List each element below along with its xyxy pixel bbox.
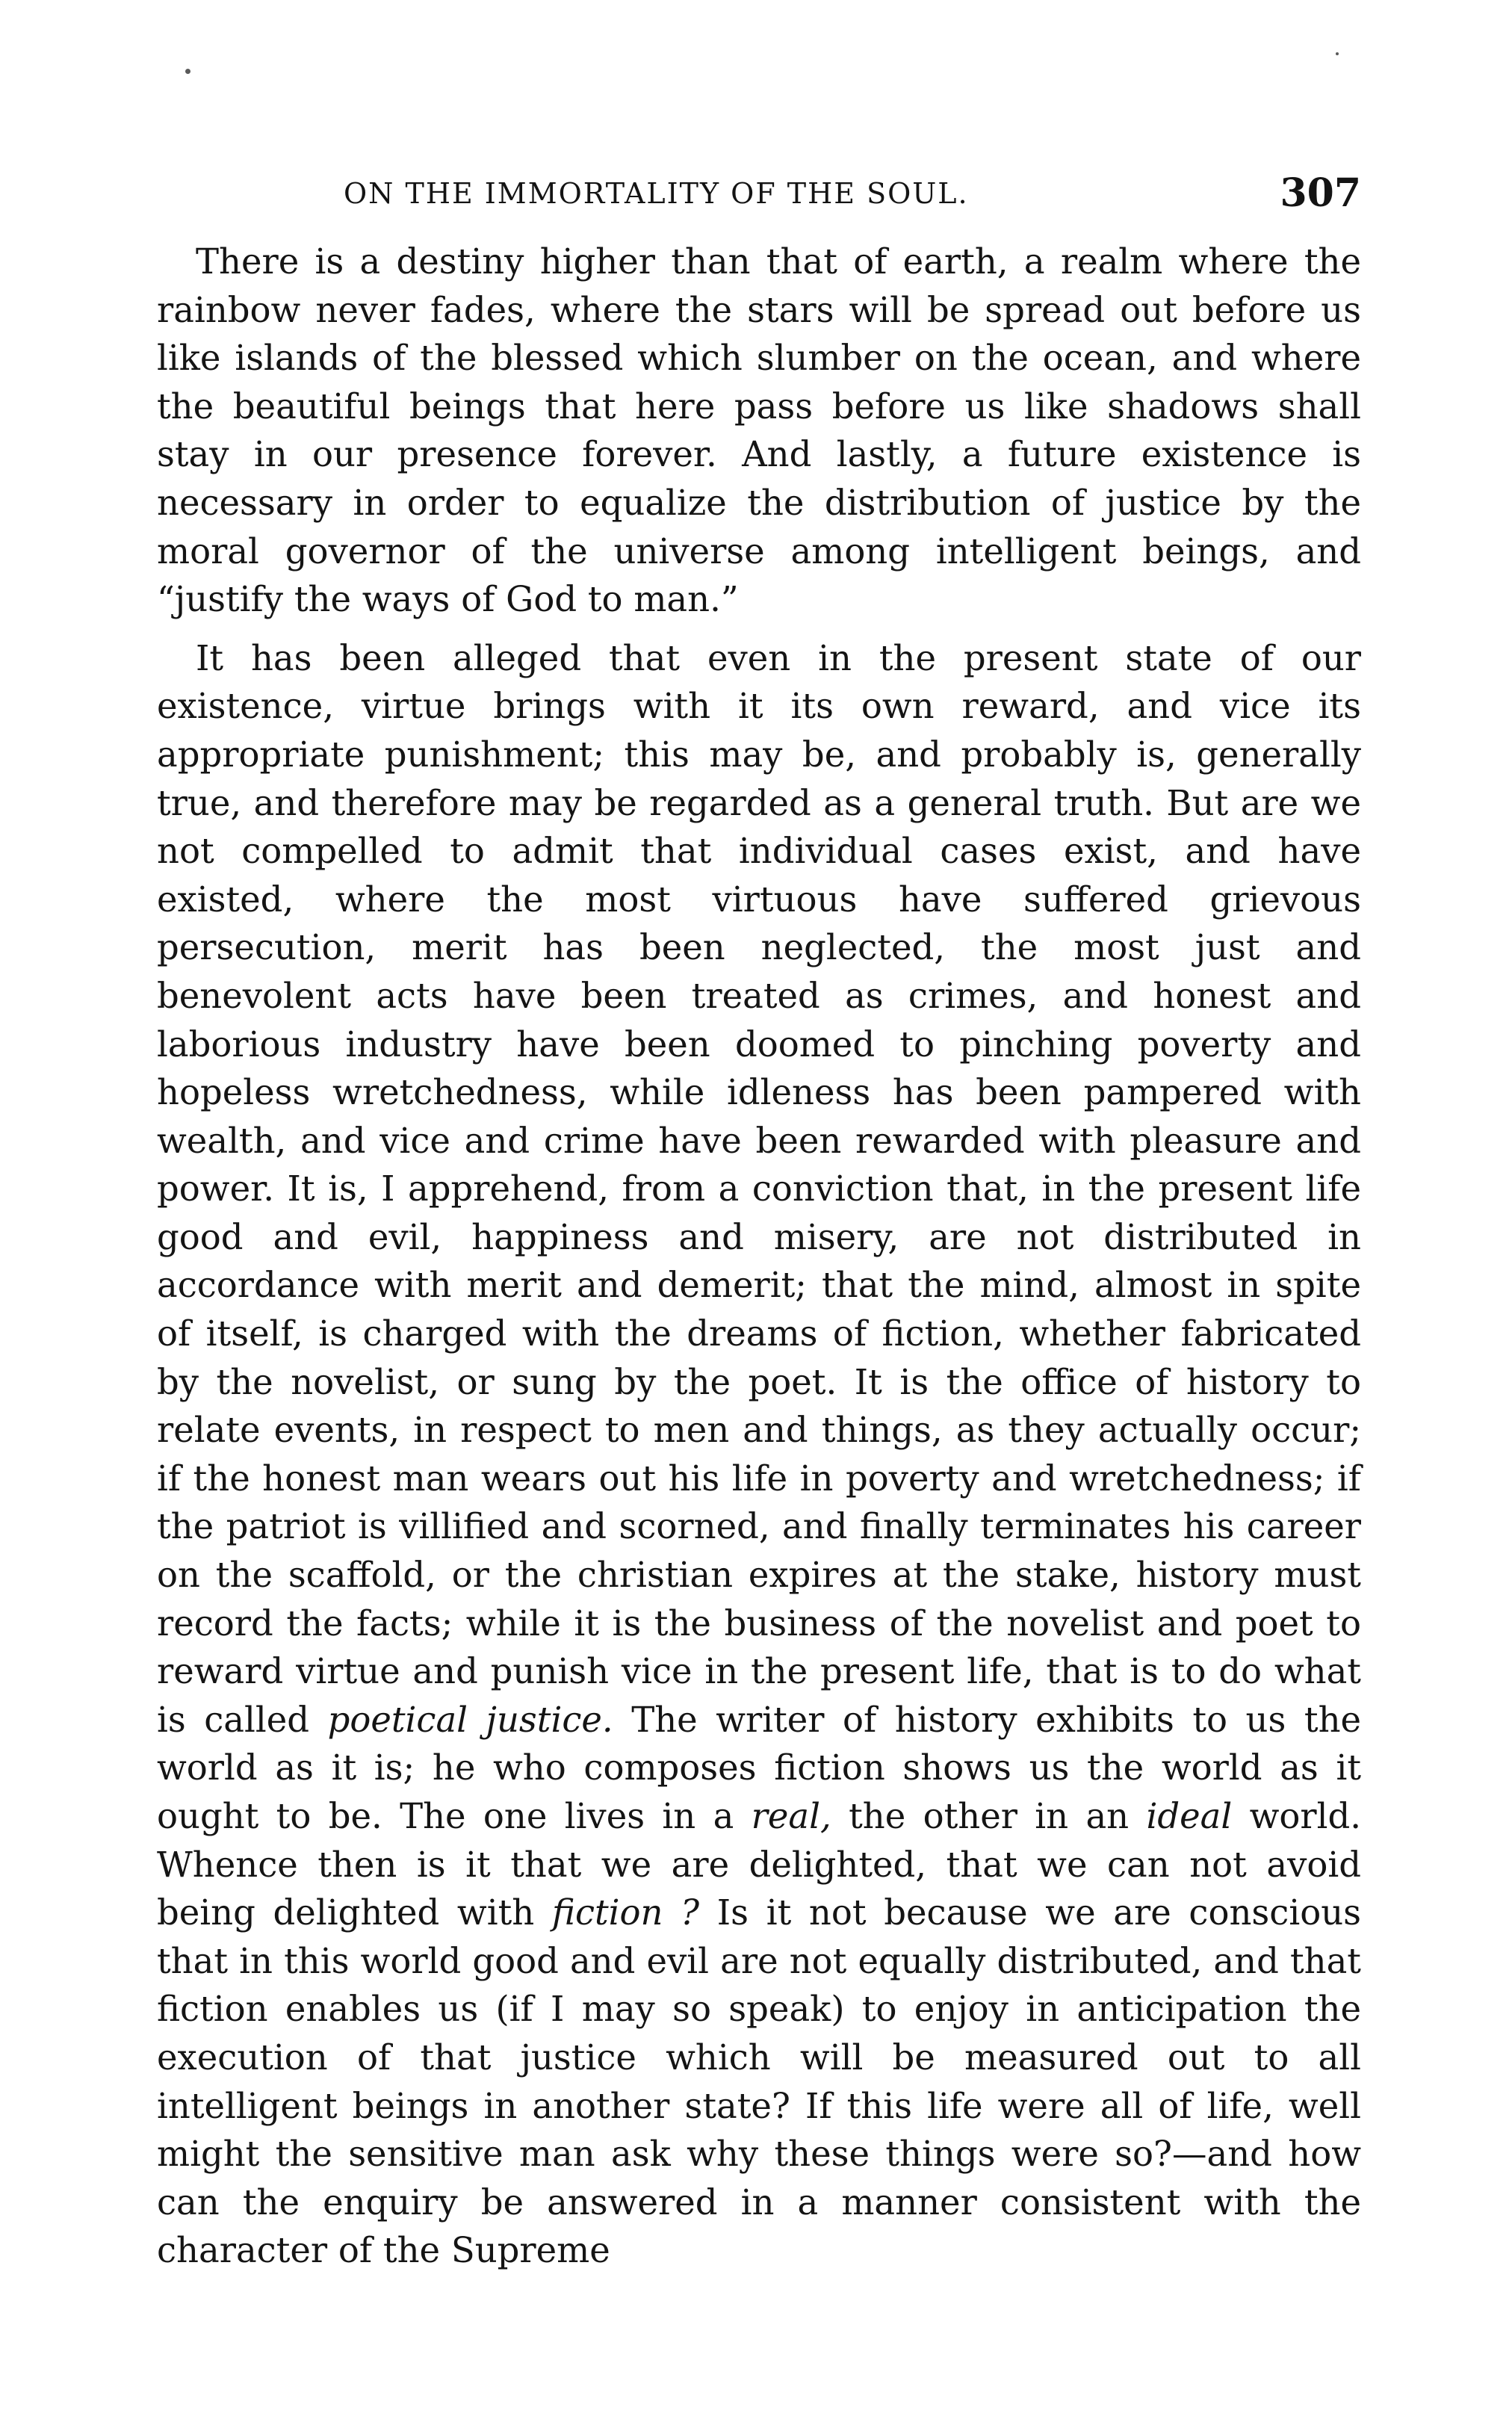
running-head: ON THE IMMORTALITY OF THE SOUL. <box>344 177 969 210</box>
italic-word: fiction ? <box>551 1892 700 1933</box>
paragraph-1-text: There is a destiny higher than that of earth, a realm where the rainbow never fades, where the stars will be spread out before us like islands of the blessed which slumber on the ocean, and where the beautiful beings that here pass before us like shadows shall stay in our presence forever. And lastly, a future existence is necessary in order to equalize the distribution of justice by the moral governor of the universe among intelligent beings, and “justify the ways of God to man.” <box>157 241 1361 620</box>
paragraph-2-text: the other in an <box>849 1796 1130 1836</box>
paragraph-2 <box>157 634 1361 2275</box>
book-page <box>157 0 1361 2422</box>
italic-word: real, <box>751 1796 831 1836</box>
page-number: 307 <box>1280 170 1361 216</box>
print-speck <box>1336 52 1339 55</box>
paragraph-2-text: world. Whence then is it that we are delighted, that we can not avoid being delighted with <box>157 1796 1362 1933</box>
paragraph-2-text: Is it not because we are conscious that in this world good and evil are not equally distributed, and that fiction enables us (if I may so speak) to enjoy in anticipation the execution of that justice which will be measured out to all intelligent beings in another state? If this life were all of life, well might the sensitive man ask why these things were so?—and how can the enquiry be answered in a manner consistent with the character of the Supreme <box>157 1892 1362 2271</box>
print-speck <box>185 69 190 74</box>
page-header <box>157 169 1361 218</box>
body-text <box>157 238 1361 2276</box>
italic-word: ideal <box>1146 1796 1233 1836</box>
paragraph-2-text: The writer of history exhibits to us the world as it is; he who composes fiction shows us the world as it ought to be. The one lives in a <box>157 1699 1362 1836</box>
italic-phrase: poetical justice. <box>327 1699 613 1740</box>
paragraph-1 <box>157 238 1361 624</box>
paragraph-2-text: It has been alleged that even in the present state of our existence, virtue brings with it its own reward, and vice its appropriate punishment; this may be, and probably is, generally true, and therefore may be regarded as a general truth. But are we not compelled to admit that individual cases exist, and have existed, where the most virtuous have suffered grievous persecution, merit has been neglected, the most just and benevolent acts have been treated as crimes, and honest and laborious industry have been doomed to pinching poverty and hopeless wretchedness, while idleness has been pampered with wealth, and vice and crime have been rewarded with pleasure and power. It is, I apprehend, from a conviction that, in the present life good and evil, happiness and misery, are not distributed in accordance with merit and demerit; that the mind, almost in spite of itself, is charged with the dreams of fiction, whether fabricated by the novelist, or sung by the poet. It is the office of history to relate events, in respect to men and things, as they actually occur; if the honest man wears out his life in poverty and wretchedness; if the patriot is villified and scorned, and finally terminates his career on the scaffold, or the christian expires at the stake, history must record the facts; while it is the business of the novelist and poet to reward virtue and punish vice in the present life, that is to do what is called <box>157 637 1361 1740</box>
